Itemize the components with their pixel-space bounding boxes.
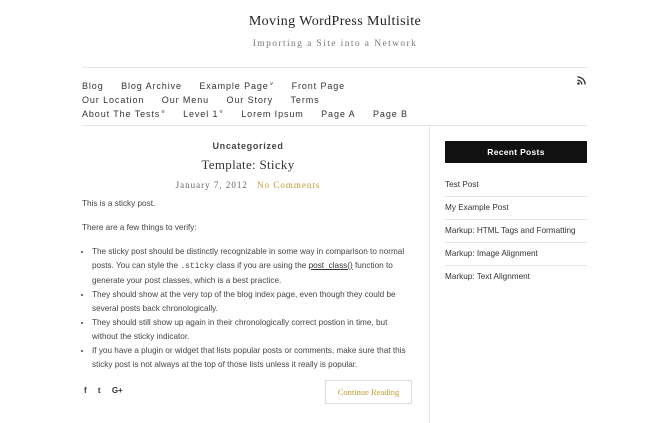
post-class-link[interactable]: post_class(): [308, 261, 353, 270]
post-comments-link[interactable]: No Comments: [257, 180, 321, 190]
recent-posts-title: Recent Posts: [445, 141, 587, 163]
google-plus-icon[interactable]: G+: [111, 386, 123, 395]
sidebar-divider: [429, 125, 430, 423]
chevron-down-icon: ˅: [269, 82, 275, 88]
post-date[interactable]: January 7, 2012: [175, 180, 248, 190]
post-paragraph: This is a sticky post.: [82, 199, 156, 208]
post-meta: [82, 180, 414, 190]
menu-row: [82, 76, 562, 90]
share-links: [84, 386, 132, 395]
list-item: • If you have a plugin or widget that lists popular posts or comments, make sure that this sticky post is not always at the top of those lists unless it really is popular.: [92, 344, 414, 372]
menu-item-our-story[interactable]: Our Story: [226, 95, 274, 105]
rss-icon[interactable]: [577, 76, 586, 85]
recent-post-link[interactable]: Markup: Image Alignment: [445, 243, 587, 266]
recent-posts-list: [445, 174, 587, 288]
post-list: [82, 245, 414, 372]
menu-item-level-1[interactable]: Level 1˅: [183, 109, 224, 119]
post-category[interactable]: Uncategorized: [212, 141, 284, 151]
menu-item-terms[interactable]: Terms: [290, 95, 320, 105]
facebook-icon[interactable]: f: [84, 386, 87, 395]
recent-post-link[interactable]: Test Post: [445, 174, 587, 197]
menu-item-page-b[interactable]: Page B: [373, 109, 408, 119]
menu-item-about-the-tests[interactable]: About The Tests˅: [82, 109, 166, 119]
recent-post-link[interactable]: My Example Post: [445, 197, 587, 220]
nav-divider: [82, 125, 587, 126]
menu-row: [82, 104, 562, 118]
menu-item-blog-archive[interactable]: Blog Archive: [121, 81, 182, 91]
post-title[interactable]: Template: Sticky: [201, 157, 295, 172]
menu-row: [82, 90, 562, 104]
chevron-down-icon: ˅: [219, 110, 224, 116]
header-divider: [82, 67, 587, 68]
recent-post-link[interactable]: Markup: Text Alignment: [445, 272, 530, 281]
menu-item-our-menu[interactable]: Our Menu: [161, 95, 210, 105]
post-paragraph: There are a few things to verify:: [82, 223, 197, 232]
list-item: • They should still show up again in their chronologically correct postion in time, but without the sticky indicator.: [92, 316, 414, 344]
menu-item-lorem-ipsum[interactable]: Lorem Ipsum: [241, 109, 304, 119]
code-inline: .sticky: [180, 262, 214, 271]
post-content: [82, 197, 414, 372]
menu-item-front-page[interactable]: Front Page: [291, 81, 346, 91]
recent-post-link[interactable]: Markup: HTML Tags and Formatting: [445, 220, 587, 243]
continue-reading-button[interactable]: Continue Reading: [325, 380, 412, 404]
menu-item-blog[interactable]: Blog: [82, 81, 104, 91]
site-description: Importing a Site into a Network: [252, 39, 418, 49]
site-title[interactable]: Moving WordPress Multisite: [248, 14, 422, 29]
menu-item-page-a[interactable]: Page A: [321, 109, 356, 119]
list-item: • The sticky post should be distinctly recognizable in some way in comparison to normal posts. You can style the .sticky class if you are using the post_class() function to generate your post classes, which is a best practice.: [92, 245, 414, 288]
menu-item-example-page[interactable]: Example Page˅: [199, 81, 275, 91]
list-item: • They should show at the very top of the blog index page, even though they could be several posts back chronologically.: [92, 288, 414, 316]
chevron-down-icon: ˅: [161, 110, 166, 116]
menu-item-our-location[interactable]: Our Location: [82, 95, 145, 105]
primary-menu: [82, 76, 562, 118]
twitter-icon[interactable]: t: [97, 386, 101, 395]
